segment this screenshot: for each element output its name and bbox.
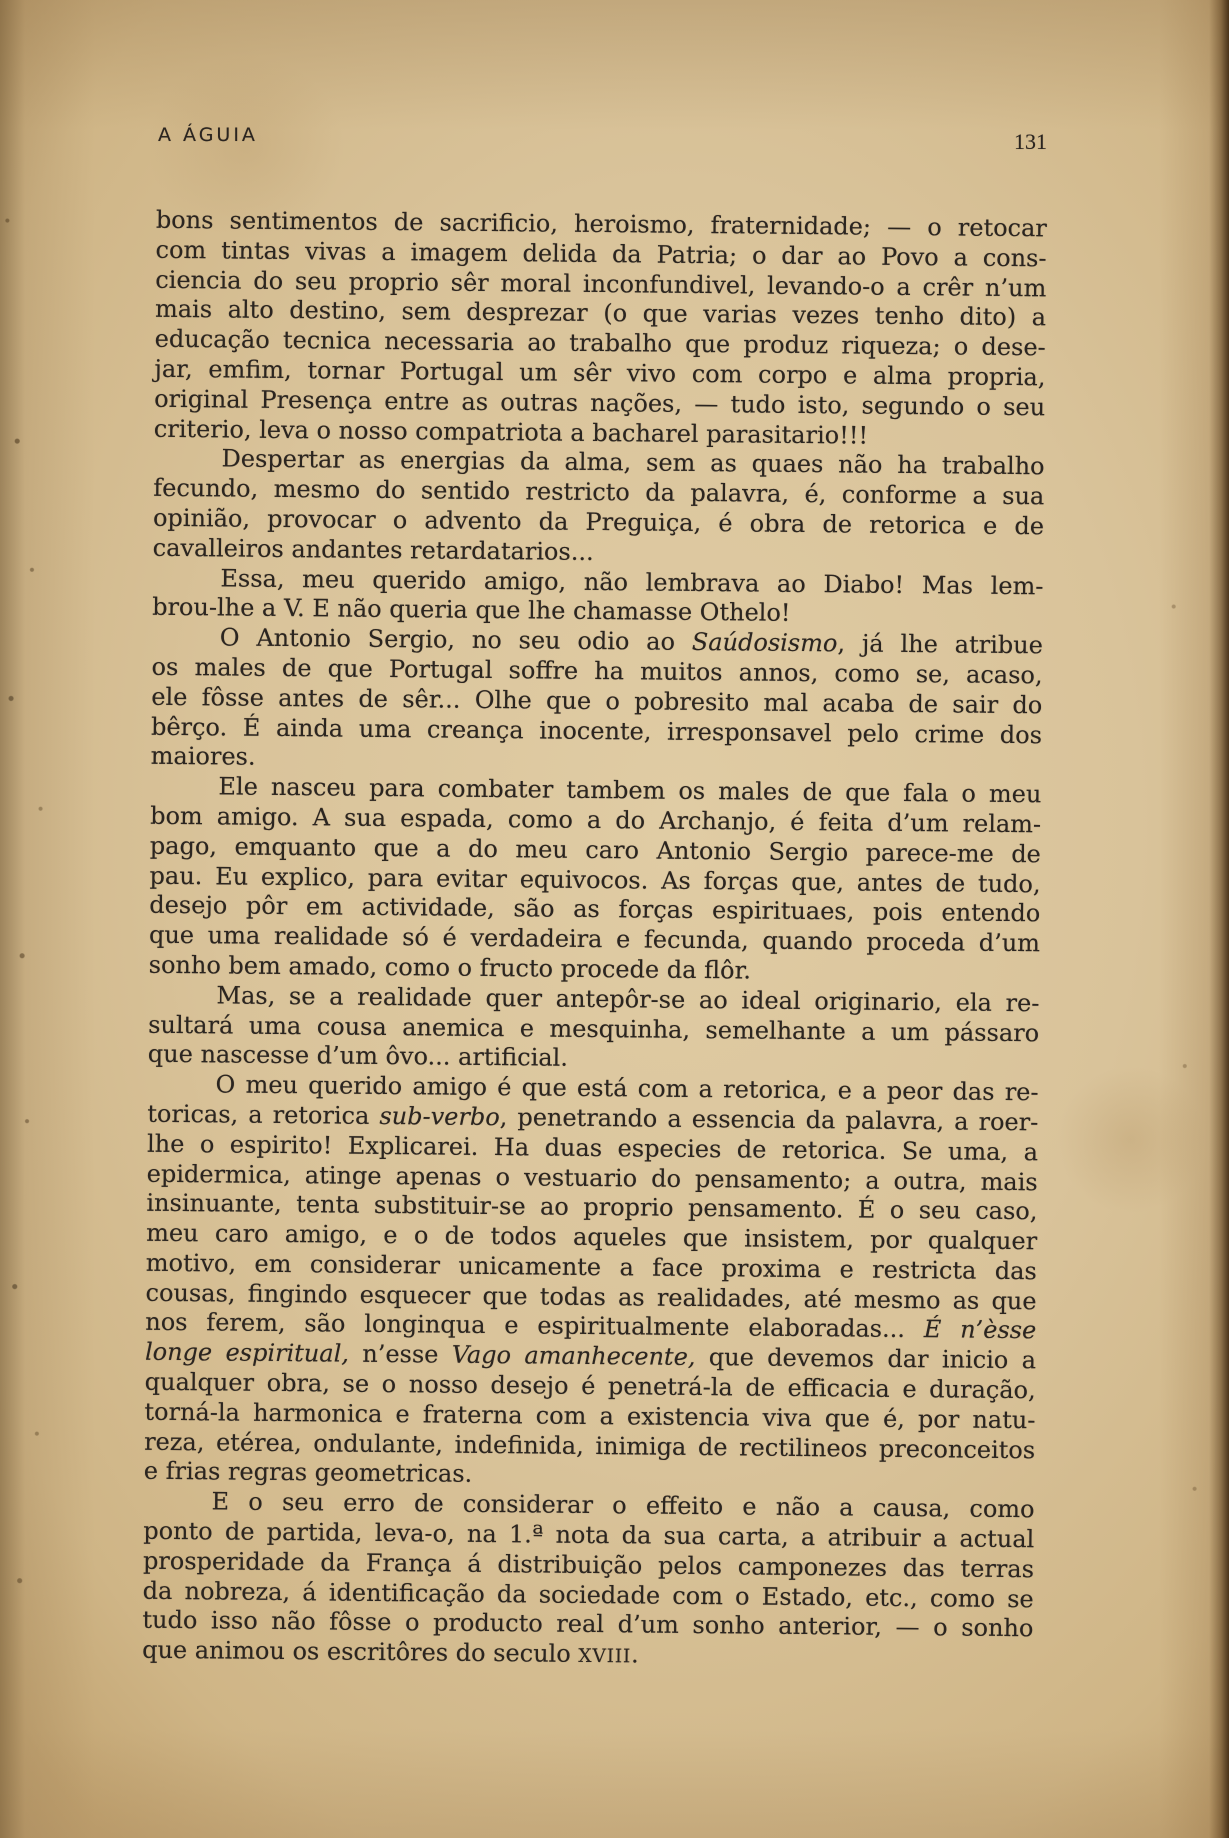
text-line: ele fôsse antes de sêr... Olhe que o pobresito mal acaba de sair do xyxy=(151,682,1043,720)
text-segment: , já lhe atribue xyxy=(837,629,1043,660)
text-line: e frias regras geometricas. xyxy=(143,1457,473,1489)
text-line: da nobreza, á identificação da sociedade com o Estado, etc., como se xyxy=(142,1576,1034,1613)
text-line: desejo pôr em actividade, são as forças espirituaes, pois entendo xyxy=(149,891,1041,928)
text-line: prosperidade da França á distribuição pelos camponezes das terras xyxy=(142,1546,1035,1584)
text-line: motivo, em considerar unicamente a face proxima e restricta das xyxy=(145,1248,1037,1286)
text-line: cousas, fingindo esquecer que todas as realidades, até mesmo as que xyxy=(145,1278,1037,1315)
italic-text: É n’èsse xyxy=(923,1315,1037,1345)
paragraph xyxy=(152,563,1044,631)
paragraph xyxy=(148,980,1040,1078)
text-line: pau. Eu explico, para evitar equivocos. As forças que, antes de tudo, xyxy=(149,861,1041,898)
text-line: sonho bem amado, como o fructo procede da flôr. xyxy=(148,950,752,985)
text-line: reza, etérea, ondulante, indefinida, inimiga de rectilineos preconceitos xyxy=(144,1427,1036,1464)
paragraph xyxy=(149,772,1042,989)
text-segment: O Antonio Sergio, no seu odio ao xyxy=(219,623,693,657)
text-line: com tintas vivas a imagem delida da Patria; o dar ao Povo a cons- xyxy=(155,235,1047,273)
text-line: ponto de partida, leva-o, na 1.ª nota da sua carta, a atribuir a actual xyxy=(143,1516,1035,1554)
text-line: O meu querido amigo é que está com a retorica, e a peor das re- xyxy=(215,1070,1039,1107)
italic-text: Saúdosismo xyxy=(691,628,838,658)
text-segment: que devemos dar inicio a xyxy=(695,1343,1037,1375)
text-line: lhe o espirito! Explicarei. Ha duas especies de retorica. Se uma, a xyxy=(146,1129,1039,1166)
paragraph xyxy=(154,206,1047,453)
paragraph xyxy=(151,623,1043,781)
text-line: sultará uma cousa anemica e mesquinha, semelhante a um pássaro xyxy=(148,1010,1040,1047)
text-line: que uma realidade só é verdadeira e fecunda, quando proceda d’um xyxy=(148,920,1041,958)
text-line: torná-la harmonica e fraterna com a existencia viva que é, por natu- xyxy=(144,1397,1036,1435)
text-segment: toricas, a retorica xyxy=(147,1099,380,1130)
text-line: criterio, leva o nosso compatriota a bacharel parasitario!!! xyxy=(153,414,869,450)
text-line: fecundo, mesmo do sentido restricto da palavra, é, conforme a sua xyxy=(153,473,1045,511)
text-line: original Presença entre as outras nações, — tudo isto, segundo o seu xyxy=(154,384,1046,422)
text-line: Essa, meu querido amigo, não lembrava ao Diabo! Mas lem- xyxy=(220,563,1044,600)
text-line: os males de que Portugal soffre ha muitos annos, como se, acaso, xyxy=(151,652,1043,690)
text-line: meu caro amigo, e o de todos aqueles que insistem, por qualquer xyxy=(146,1218,1038,1256)
text-line: pago, emquanto que a do meu caro Antonio Sergio parece-me de xyxy=(149,831,1041,869)
text-line: maiores. xyxy=(150,742,256,772)
text-line: brou-lhe a V. E não queria que lhe chamasse Othelo! xyxy=(152,593,791,628)
text-segment: nos ferem, são longinqua e espiritualmente elaboradas... xyxy=(145,1308,924,1344)
text-line: epidermica, atinge apenas o vestuario do pensamento; a outra, mais xyxy=(146,1159,1038,1196)
text-segment: . xyxy=(630,1640,639,1669)
text-line: bom amigo. A sua espada, como a do Archanjo, é feita d’um relam- xyxy=(150,801,1042,839)
text-line: qualquer obra, se o nosso desejo é penetrá-la de efficacia e duração, xyxy=(144,1367,1036,1405)
text-segment: , penetrando a essencia da palavra, a roer- xyxy=(499,1103,1039,1137)
text-segment: que animou os escritôres do seculo xyxy=(142,1635,579,1669)
text-segment: n’esse xyxy=(348,1339,452,1369)
article-body xyxy=(142,206,1047,1675)
text-line: Despertar as energias da alma, sem as quaes não ha trabalho xyxy=(221,444,1045,481)
running-head: A ÁGUIA xyxy=(158,124,258,146)
italic-text: Vago amanhecente, xyxy=(451,1340,696,1372)
paragraph xyxy=(144,1070,1039,1496)
paragraph xyxy=(153,444,1045,572)
small-caps-text: XVIII xyxy=(578,1646,632,1668)
text-line: insinuante, tenta substituir-se ao proprio pensamento. É o seu caso, xyxy=(146,1189,1038,1226)
text-line: jar, emfim, tornar Portugal um sêr vivo com corpo e alma propria, xyxy=(154,354,1046,392)
text-line: educação tecnica necessaria ao trabalho que produz riqueza; o dese- xyxy=(154,324,1046,362)
text-line: E o seu erro de considerar o effeito e não a causa, como xyxy=(211,1487,1035,1524)
text-line: Ele nasceu para combater tambem os males de que fala o meu xyxy=(218,772,1042,809)
text-line: Mas, se a realidade quer antepôr-se ao ideal originario, ela re- xyxy=(216,981,1040,1017)
text-line: que nascesse d’um ôvo... artificial. xyxy=(147,1040,569,1073)
text-line: cavalleiros andantes retardatarios... xyxy=(152,533,594,566)
text-line: ciencia do seu proprio sêr moral inconfundivel, levando-o a crêr n’um xyxy=(155,265,1047,302)
text-line: mais alto destino, sem desprezar (o que varias vezes tenho dito) a xyxy=(154,295,1047,332)
page-number: 131 xyxy=(1014,129,1047,154)
text-line: bêrço. É ainda uma creança inocente, irresponsavel pelo crime dos xyxy=(150,712,1043,749)
italic-text: sub-verbo xyxy=(379,1101,500,1132)
text-line: opinião, provocar o advento da Preguiça, é obra de retorica e de xyxy=(152,503,1045,541)
text-line: bons sentimentos de sacrificio, heroismo, fraternidade; — o retocar xyxy=(155,205,1047,243)
text-line: tudo isso não fôsse o producto real d’um sonho anterior, — o sonho xyxy=(142,1606,1034,1643)
italic-text: longe espiritual, xyxy=(144,1337,350,1368)
paragraph xyxy=(142,1487,1035,1674)
